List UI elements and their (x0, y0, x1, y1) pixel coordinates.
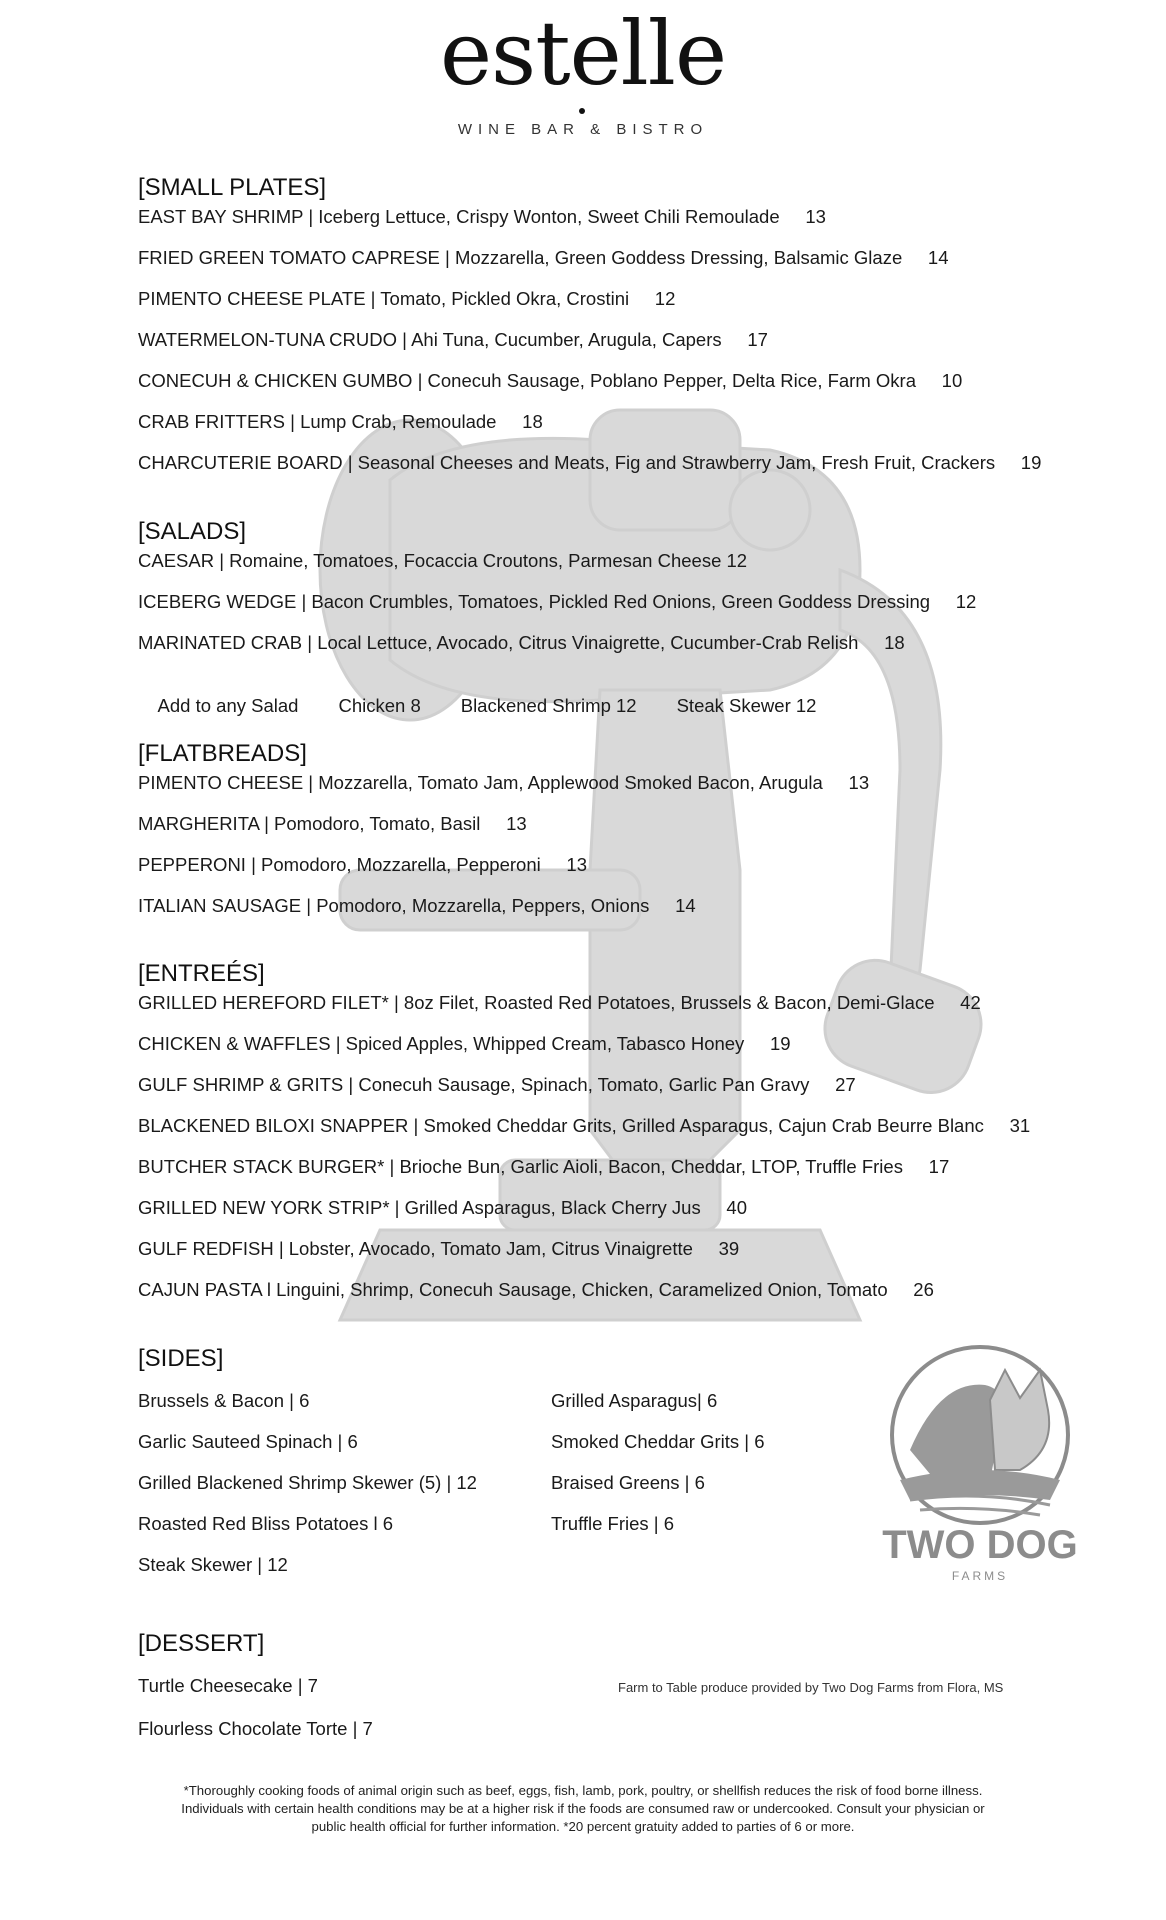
menu-item: ITALIAN SAUSAGE | Pomodoro, Mozzarella, Peppers, Onions 14 (138, 895, 696, 916)
menu-item: CAESAR | Romaine, Tomatoes, Focaccia Croutons, Parmesan Cheese 12 (138, 550, 748, 571)
menu-item: CONECUH & CHICKEN GUMBO | Conecuh Sausage, Poblano Pepper, Delta Rice, Farm Okra 10 (138, 370, 963, 391)
section-title-salads: [SALADS] (138, 518, 247, 545)
section-title-small-plates: [SMALL PLATES] (138, 174, 327, 201)
menu-item: WATERMELON-TUNA CRUDO | Ahi Tuna, Cucumber, Arugula, Capers 17 (138, 329, 768, 350)
farm-logo-sub: FARMS (951, 1569, 1009, 1583)
menu-item: Flourless Chocolate Torte | 7 (138, 1718, 373, 1739)
menu-item: MARINATED CRAB | Local Lettuce, Avocado, Citrus Vinaigrette, Cucumber-Crab Relish 18 (138, 632, 905, 653)
menu-item: CHARCUTERIE BOARD | Seasonal Cheeses and Meats, Fig and Strawberry Jam, Fresh Fruit, Crackers 19 (138, 452, 1042, 473)
section-title-sides: [SIDES] (138, 1345, 224, 1372)
section-title-flatbreads: [FLATBREADS] (138, 740, 307, 767)
addon-steak: Steak Skewer 12 (676, 695, 817, 716)
brand-dot (579, 108, 585, 114)
side-item: Steak Skewer | 12 (138, 1554, 288, 1575)
addon-shrimp: Blackened Shrimp 12 (460, 695, 637, 716)
side-item: Brussels & Bacon | 6 (138, 1390, 310, 1411)
menu-item: CRAB FRITTERS | Lump Crab, Remoulade 18 (138, 411, 543, 432)
menu-item: BUTCHER STACK BURGER* | Brioche Bun, Garlic Aioli, Bacon, Cheddar, LTOP, Truffle Fries 17 (138, 1156, 950, 1177)
farm-logo-text: TWO DOG (882, 1523, 1078, 1567)
side-item: Truffle Fries | 6 (551, 1513, 675, 1534)
farm-note: Farm to Table produce provided by Two Dog Farms from Flora, MS (618, 1680, 1004, 1695)
section-title-entrees: [ENTREÉS] (138, 960, 265, 987)
menu-item: GULF SHRIMP & GRITS | Conecuh Sausage, Spinach, Tomato, Garlic Pan Gravy 27 (138, 1074, 856, 1095)
side-item: Roasted Red Bliss Potatoes l 6 (138, 1513, 394, 1534)
menu-item: MARGHERITA | Pomodoro, Tomato, Basil 13 (138, 813, 527, 834)
side-item: Garlic Sauteed Spinach | 6 (138, 1431, 358, 1452)
side-item: Grilled Blackened Shrimp Skewer (5) | 12 (138, 1472, 477, 1493)
footer-line: *Thoroughly cooking foods of animal origin such as beef, eggs, fish, lamb, pork, poultry, or shellfish reduces the risk of food borne illness. (183, 1783, 983, 1798)
salad-addons (138, 673, 856, 739)
side-item: Braised Greens | 6 (551, 1472, 705, 1493)
menu-item: CAJUN PASTA l Linguini, Shrimp, Conecuh Sausage, Chicken, Caramelized Onion, Tomato 26 (138, 1279, 934, 1300)
menu-item: CHICKEN & WAFFLES | Spiced Apples, Whipped Cream, Tabasco Honey 19 (138, 1033, 791, 1054)
menu-item: PIMENTO CHEESE | Mozzarella, Tomato Jam, Applewood Smoked Bacon, Arugula 13 (138, 772, 870, 793)
addon-chicken: Chicken 8 (338, 695, 421, 716)
menu-item: GULF REDFISH | Lobster, Avocado, Tomato Jam, Citrus Vinaigrette 39 (138, 1238, 740, 1259)
side-item: Grilled Asparagus| 6 (551, 1390, 718, 1411)
footer-line: public health official for further information. *20 percent gratuity added to parties of 6 or more. (311, 1819, 855, 1834)
footer-disclaimer (130, 1782, 1036, 1836)
menu-item: FRIED GREEN TOMATO CAPRESE | Mozzarella, Green Goddess Dressing, Balsamic Glaze 14 (138, 247, 949, 268)
side-item: Smoked Cheddar Grits | 6 (551, 1431, 765, 1452)
menu-item: GRILLED NEW YORK STRIP* | Grilled Asparagus, Black Cherry Jus 40 (138, 1197, 748, 1218)
menu-item: Turtle Cheesecake | 7 (138, 1675, 318, 1696)
menu-item: ICEBERG WEDGE | Bacon Crumbles, Tomatoes, Pickled Red Onions, Green Goddess Dressing 12 (138, 591, 977, 612)
footer-line: Individuals with certain health conditions may be at a higher risk if the foods are consumed raw or undercooked. Consult your physician or (181, 1801, 985, 1816)
menu-item: PEPPERONI | Pomodoro, Mozzarella, Pepperoni 13 (138, 854, 588, 875)
two-dog-farms-logo (880, 1340, 1080, 1590)
brand-tagline: WINE BAR & BISTRO (457, 121, 709, 138)
menu-item: EAST BAY SHRIMP | Iceberg Lettuce, Crispy Wonton, Sweet Chili Remoulade 13 (138, 206, 826, 227)
brand-name: estelle (439, 2, 727, 105)
menu-item: BLACKENED BILOXI SNAPPER | Smoked Cheddar Grits, Grilled Asparagus, Cajun Crab Beurre Blanc 31 (138, 1115, 1031, 1136)
addon-label: Add to any Salad (157, 695, 299, 716)
menu-item: PIMENTO CHEESE PLATE | Tomato, Pickled Okra, Crostini 12 (138, 288, 676, 309)
menu-item: GRILLED HEREFORD FILET* | 8oz Filet, Roasted Red Potatoes, Brussels & Bacon, Demi-Glace 42 (138, 992, 981, 1013)
section-title-dessert: [DESSERT] (138, 1630, 265, 1657)
